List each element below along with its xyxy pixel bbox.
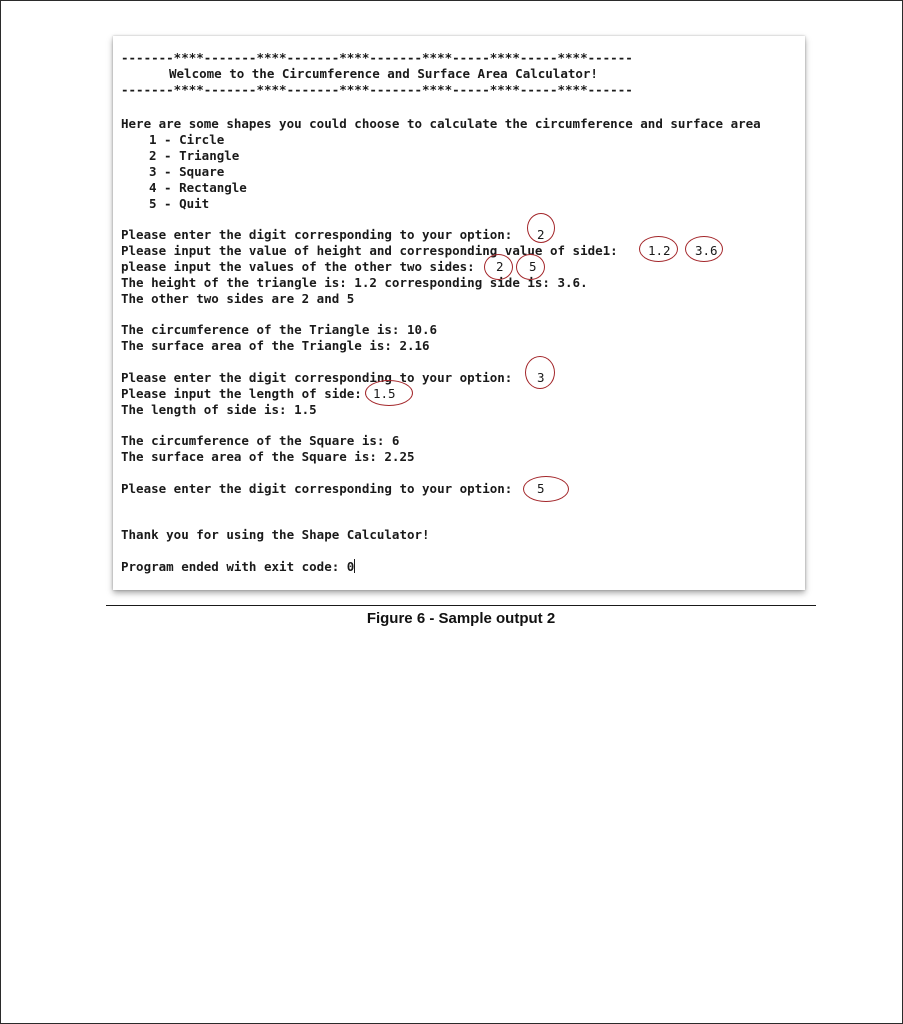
menu-item-circle: 1 - Circle (149, 132, 225, 147)
menu-item-square: 3 - Square (149, 164, 225, 179)
echo-other-sides: The other two sides are 2 and 5 (121, 291, 355, 306)
banner-top: -------****-------****-------****-------****-----****-----****------ (121, 50, 633, 65)
menu-intro: Here are some shapes you could choose to calculate the circumference and surface area (121, 116, 761, 131)
annotation-circle (639, 236, 678, 262)
thank-you-message: Thank you for using the Shape Calculator! (121, 527, 430, 542)
input-option-1: 2 (537, 227, 545, 242)
input-height: 1.2 (648, 243, 671, 258)
input-side-length: 1.5 (373, 386, 396, 401)
prompt-side-length: Please input the length of side: (121, 386, 362, 401)
annotation-circle (685, 236, 723, 262)
prompt-option-1: Please enter the digit corresponding to your option: (121, 227, 513, 242)
annotation-circle (365, 380, 413, 406)
triangle-circumference: The circumference of the Triangle is: 10.6 (121, 322, 438, 337)
prompt-option-3: Please enter the digit corresponding to your option: (121, 481, 513, 496)
exit-code-line (121, 559, 355, 575)
input-side3: 5 (529, 259, 537, 274)
prompt-other-sides: please input the values of the other two sides: (121, 259, 475, 274)
echo-height: The height of the triangle is: 1.2 corresponding side is: 3.6. (121, 275, 588, 290)
prompt-height-side1: Please input the value of height and corresponding value of side1: (121, 243, 618, 258)
exit-code-message: Program ended with exit code: 0 (121, 559, 355, 574)
figure-caption: Figure 6 - Sample output 2 (366, 610, 556, 627)
menu-item-rectangle: 4 - Rectangle (149, 180, 247, 195)
menu-item-triangle: 2 - Triangle (149, 148, 240, 163)
input-side1: 3.6 (695, 243, 718, 258)
echo-side-length: The length of side is: 1.5 (121, 402, 317, 417)
banner-bottom: -------****-------****-------****-------****-----****-----****------ (121, 82, 633, 97)
input-option-2: 3 (537, 370, 545, 385)
square-circumference: The circumference of the Square is: 6 (121, 433, 400, 448)
caption-rule (106, 605, 816, 606)
menu-item-quit: 5 - Quit (149, 196, 210, 211)
triangle-surface-area: The surface area of the Triangle is: 2.16 (121, 338, 430, 353)
terminal-output-screenshot (113, 36, 805, 590)
input-option-3: 5 (537, 481, 545, 496)
annotation-circle (523, 476, 569, 502)
prompt-option-2: Please enter the digit corresponding to your option: (121, 370, 513, 385)
annotation-circle (527, 213, 555, 243)
banner-title: Welcome to the Circumference and Surface Area Calculator! (169, 66, 598, 81)
text-cursor (354, 559, 355, 573)
annotation-circle (525, 356, 555, 389)
square-surface-area: The surface area of the Square is: 2.25 (121, 449, 415, 464)
input-side2: 2 (496, 259, 504, 274)
